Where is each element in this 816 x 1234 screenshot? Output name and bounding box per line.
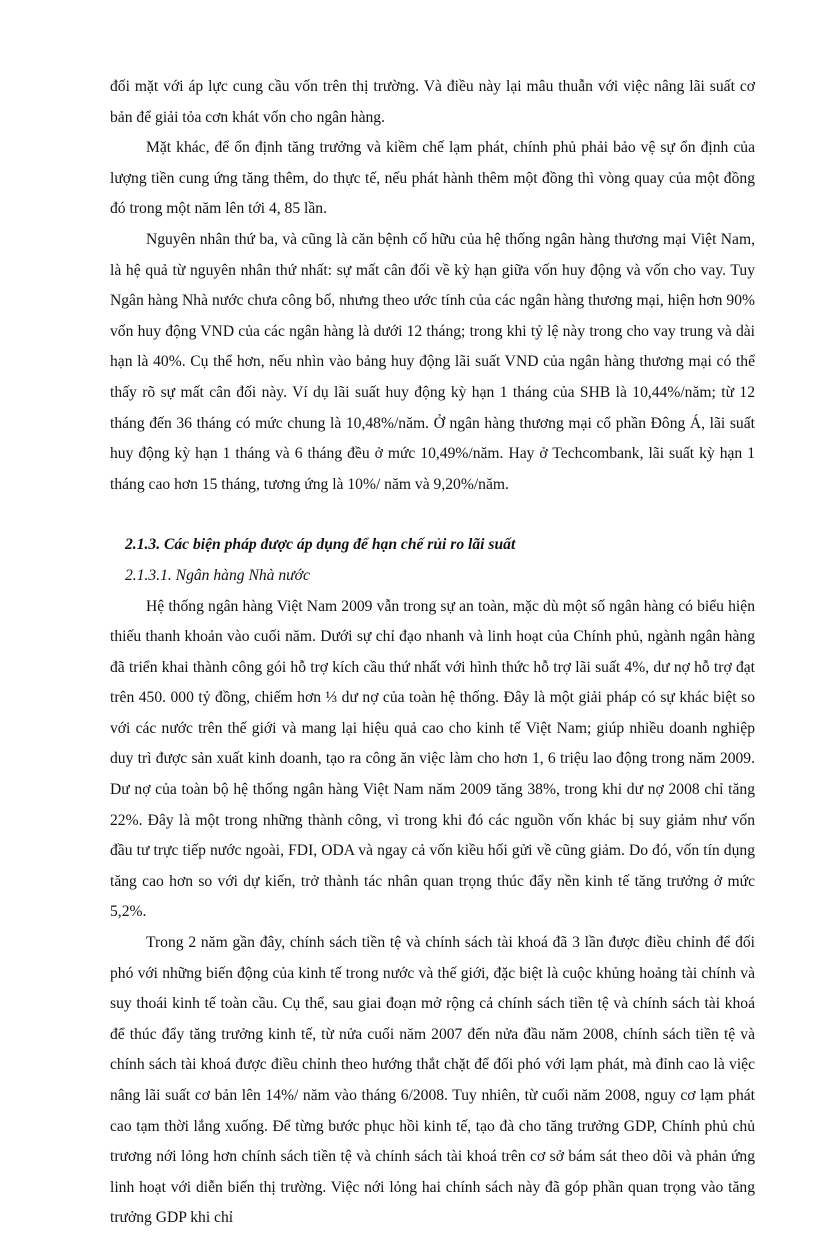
paragraph-4: Hệ thống ngân hàng Việt Nam 2009 vẫn trong sự an toàn, mặc dù một số ngân hàng có biểu hiện thiếu thanh khoản vào cuối năm. Dưới sự chỉ đạo nhanh và linh hoạt của Chính phủ, ngành ngân hàng đã triển khai thành công gói hỗ trợ kích cầu thứ nhất với hình thức hỗ trợ lãi suất 4%, dư nợ hỗ trợ đạt trên 450. 000 tỷ đồng, chiếm hơn ⅓ dư nợ của toàn hệ thống. Đây là một giải pháp có sự khác biệt so với các nước trên thế giới và mang lại hiệu quả cao cho kinh tế Việt Nam; giúp nhiều doanh nghiệp duy trì được sản xuất kinh doanh, tạo ra công ăn việc làm cho hơn 1, 6 triệu lao động trong năm 2009. Dư nợ của toàn bộ hệ thống ngân hàng Việt Nam năm 2009 tăng 38%, trong khi dư nợ 2008 chỉ tăng 22%. Đây là một trong những thành công, vì trong khi đó các nguồn vốn khác bị suy giảm như vốn đầu tư trực tiếp nước ngoài, FDI, ODA và ngay cả vốn kiều hối gửi về cũng giảm. Do đó, vốn tín dụng tăng cao hơn so với dự kiến, trở thành tác nhân quan trọng thúc đẩy nền kinh tế tăng trưởng ở mức 5,2%. (110, 597, 755, 921)
section-heading: 2.1.3. Các biện pháp được áp dụng để hạn chế rủi ro lãi suất (125, 536, 516, 554)
paragraph-2: Mặt khác, để ổn định tăng trưởng và kiềm chế lạm phát, chính phủ phải bảo vệ sự ổn định của lượng tiền cung ứng tăng thêm, do thực tế, nếu phát hành thêm một đồng thì vòng quay của một đồng đó trong một năm lên tới 4, 85 lần. (110, 139, 755, 218)
paragraph-5: Trong 2 năm gần đây, chính sách tiền tệ và chính sách tài khoá đã 3 lần được điều chỉnh để đối phó với những biến động của kinh tế trong nước và thế giới, đặc biệt là cuộc khủng hoảng tài chính và suy thoái kinh tế toàn cầu. Cụ thể, sau giai đoạn mở rộng cả chính sách tiền tệ và chính sách tài khoá để thúc đẩy tăng trưởng kinh tế, từ nửa cuối năm 2007 đến nửa đầu năm 2008, chính sách tiền tệ và chính sách tài khoá được điều chỉnh theo hướng thắt chặt để đối phó với lạm phát, mà đỉnh cao là việc nâng lãi suất cơ bản lên 14%/ năm vào tháng 6/2008. Tuy nhiên, từ cuối năm 2008, nguy cơ lạm phát cao tạm thời lắng xuống. Để từng bước phục hồi kinh tế, tạo đà cho tăng trưởng GDP, Chính phủ chủ trương nới lỏng hơn chính sách tiền tệ và chính sách tài khoá trên cơ sở bám sát theo dõi và phản ứng linh hoạt với diễn biến thị trường. Việc nới lỏng hai chính sách này đã góp phần quan trọng vào tăng trưởng GDP khi chỉ (110, 934, 755, 1227)
document-body (110, 72, 755, 1234)
paragraph-3: Nguyên nhân thứ ba, và cũng là căn bệnh cố hữu của hệ thống ngân hàng thương mại Việt Nam, là hệ quả từ nguyên nhân thứ nhất: sự mất cân đối về kỳ hạn giữa vốn huy động và vốn cho vay. Tuy Ngân hàng Nhà nước chưa công bố, nhưng theo ước tính của các ngân hàng thương mại, hiện hơn 90% vốn huy động VND của các ngân hàng là dưới 12 tháng; trong khi tỷ lệ này trong cho vay trung và dài hạn là 40%. Cụ thể hơn, nếu nhìn vào bảng huy động lãi suất VND của ngân hàng thương mại có thể thấy rõ sự mất cân đối này. Ví dụ lãi suất huy động kỳ hạn 1 tháng của SHB là 10,44%/năm; từ 12 tháng đến 36 tháng có mức chung là 10,48%/năm. Ở ngân hàng thương mại cổ phần Đông Á, lãi suất huy động kỳ hạn 1 tháng và 6 tháng đều ở mức 10,49%/năm. Hay ở Techcombank, lãi suất kỳ hạn 1 tháng cao hơn 15 tháng, tương ứng là 10%/ năm và 9,20%/năm. (110, 230, 755, 493)
subsection-heading: 2.1.3.1. Ngân hàng Nhà nước (125, 566, 310, 584)
paragraph-1: đối mặt với áp lực cung cầu vốn trên thị trường. Và điều này lại mâu thuẫn với việc nâng lãi suất cơ bản để giải tỏa cơn khát vốn cho ngân hàng. (110, 78, 755, 126)
